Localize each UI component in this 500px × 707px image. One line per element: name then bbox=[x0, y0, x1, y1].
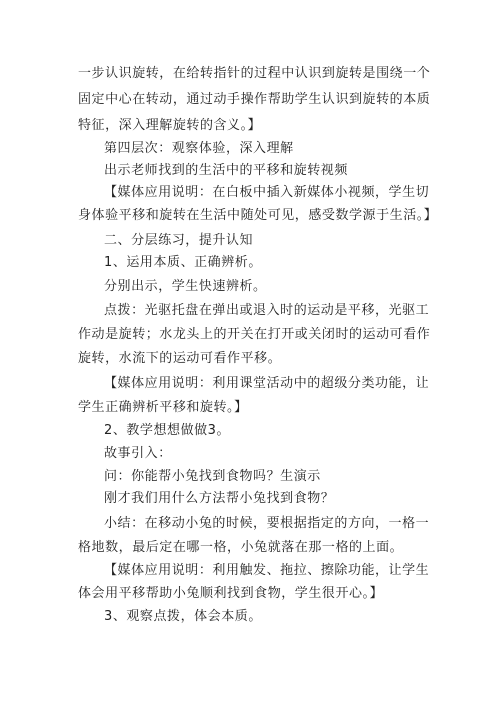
text-line: 作动是旋转；水龙头上的开关在打开或关闭时的运动可看作 bbox=[78, 327, 431, 342]
media-note: 【媒体应用说明：在白板中插入新媒体小视频，学生切 bbox=[104, 185, 430, 200]
section-heading: 二、分层练习，提升认知 bbox=[104, 233, 254, 248]
text-line: 1、运用本质、正确辨析。 bbox=[104, 255, 262, 270]
text-line: 体会用平移帮助小兔顺利找到食物，学生很开心。】 bbox=[78, 586, 384, 601]
text-line: 身体验平移和旋转在生活中随处可见，感受数学源于生活。】 bbox=[78, 208, 438, 223]
text-line: 出示老师找到的生活中的平移和旋转视频 bbox=[104, 163, 348, 178]
media-note: 【媒体应用说明：利用触发、拖拉、擦除功能，让学生 bbox=[104, 563, 430, 578]
text-line: 3、观察点拨，体会本质。 bbox=[104, 609, 262, 624]
text-line: 格地数，最后定在哪一格，小兔就落在那一格的上面。 bbox=[78, 540, 404, 555]
text-line: 小结：在移动小兔的时候，要根据指定的方向，一格一 bbox=[104, 516, 430, 531]
text-line: 故事引入： bbox=[104, 446, 172, 461]
text-line: 点拨：光驱托盘在弹出或退入时的运动是平移，光驱工 bbox=[104, 303, 430, 318]
text-line: 旋转，水流下的运动可看作平移。 bbox=[78, 351, 282, 366]
text-line: 固定中心在转动，通过动手操作帮助学生认识到旋转的本质 bbox=[78, 92, 431, 107]
text-line: 刚才我们用什么方法帮小兔找到食物？ bbox=[104, 491, 335, 506]
text-line: 2、教学想想做做3。 bbox=[104, 423, 231, 438]
text-line: 学生正确辨析平移和旋转。】 bbox=[78, 400, 248, 415]
text-line: 特征，深入理解旋转的含义。】 bbox=[78, 118, 262, 133]
text-line: 一步认识旋转，在给转指针的过程中认识到旋转是围绕一个 bbox=[78, 66, 431, 81]
text-line: 分别出示，学生快速辨析。 bbox=[104, 279, 267, 294]
section-heading: 第四层次：观察体验，深入理解 bbox=[104, 141, 294, 156]
text-line: 问：你能帮小兔找到食物吗？生演示 bbox=[104, 469, 321, 484]
media-note: 【媒体应用说明：利用课堂活动中的超级分类功能，让 bbox=[104, 376, 430, 391]
